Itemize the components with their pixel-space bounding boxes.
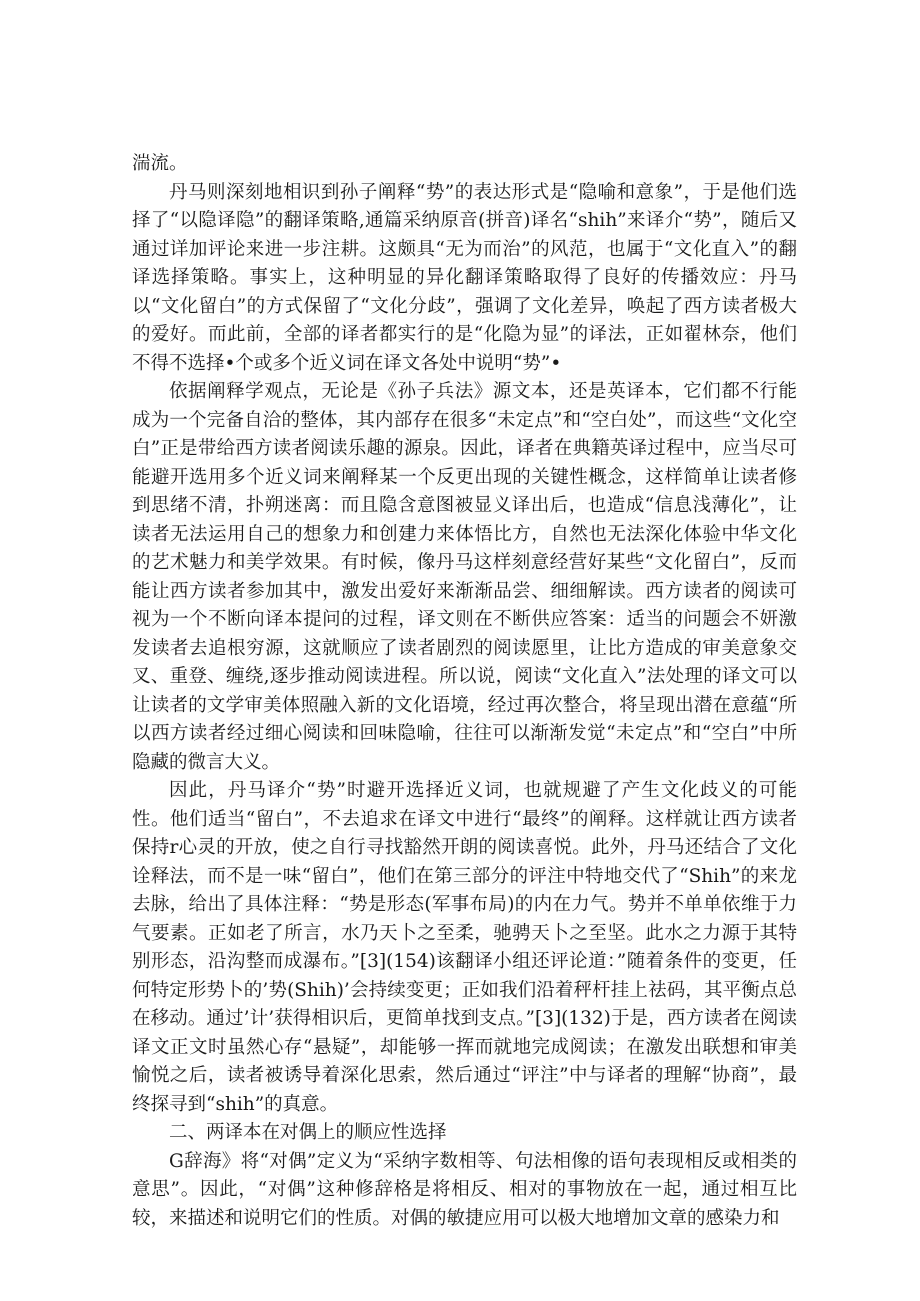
paragraph-hermeneutics: 依据阐释学观点，无论是《孙子兵法》源文本，还是英译本，它们都不行能成为一个完备自洽的整体，其内部存在很多“未定点”和“空白处”，而这些“文化空白”正是带给西方读者阅读乐趣的源泉。因此，译者在典籍英译过程中，应当尽可能避开选用多个近义词来阐释某一个反更出现的关键性概念，这样简单让读者修到思绪不清，扑朔迷离：而且隐含意图被显义译出后，也造成“信息浅薄化”，让读者无法运用自己的想象力和创建力来体悟比方，自然也无法深化体验中华文化的艺术魅力和美学效果。有时候，像丹马这样刻意经营好某些“文化留白”，反而能让西方读者参加其中，激发出爱好来渐渐品尝、细细解读。西方读者的阅读可视为一个不断向译本提问的过程，译文则在不断供应答案：适当的问题会不妍激发读者去追根穷源，这就顺应了读者剧烈的阅读愿里，让比方造成的审美意象交叉、重登、缠绕,逐步推动阅读进程。所以说，阅读“文化直入”法处理的译文可以让读者的文学审美体照融入新的文化语境，经过再次整合，将呈现出潜在意蕴“所以西方读者经过细心阅读和回味隐喻，往往可以渐渐发觉“未定点”和“空白”中所隐藏的微言大义。	[132, 381, 797, 773]
section-heading: 二、两译本在对偶上的顺应性选择	[169, 1122, 447, 1143]
paragraph-annotation: 因此，丹马译介“势”时避开选择近义词，也就规避了产生文化歧义的可能性。他们适当“留白”，不去追求在译文中进行“最终”的阐释。这样就让西方读者保持r心灵的开放，使之自行寻找豁然开朗的阅读喜悦。此外，丹马还结合了文化诠释法，而不是一味“留白”，他们在第三部分的评注中特地交代了“Shih”的来龙去脉，给出了具体注释：“势是形态(军事布局)的内在力气。势并不单单依维于力气要素。正如老了所言，水乃天卜之至柔，驰骋天卜之至坚。此水之力源于其特别形态，沿沟整而成瀑布。”[3](154)该翻译小组还评论道：”随着条件的变更，任何特定形势卜的’势(Shih)’会持续变更；正如我们沿着秤杆挂上祛码，其平衡点总在移动。通过’计’获得相识后，更简单找到支点。”[3](132)于是，西方读者在阅读译文正文时虽然心存“悬疑”，却能够一挥而就地完成阅读；在激发出联想和审美愉悦之后，读者被诱导着深化思索，然后通过“评注”中与译者的理解“协商”，最终探寻到“shih”的真意。	[132, 780, 797, 1115]
paragraph-antithesis: G辞海》将“对偶”定义为“采纳字数相等、句法相像的语句表现相反或相类的意思”。因此，“对偶”这种修辞格是将相反、相对的事物放在一起，通过相互比较，来描述和说明它们的性质。对偶的敏捷应用可以极大地增加文章的感染力和	[132, 1150, 797, 1229]
paragraph-continuation: 湍流。	[132, 153, 188, 174]
paragraph-danma-strategy: 丹马则深刻地相识到孙子阐释“势”的表达形式是“隐喻和意象”，于是他们选择了“以隐译隐”的翻译策略,通篇采纳原音(拼音)译名“shih”来译介“势”，随后又通过详加评论来进一步注耕。这颇具“无为而治”的风范，也属于“文化直入”的翻译选择策略。事实上，这种明显的异化翻译策略取得了良好的传播效应：丹马以“文化留白”的方式保留了“文化分歧”，强调了文化差异，唤起了西方读者极大的爱好。而此前，全部的译者都实行的是“化隐为显”的译法，正如翟林奈，他们不得不选择•个或多个近义词在译文各处中说明“势”•	[132, 181, 797, 374]
document-body	[132, 150, 797, 1233]
